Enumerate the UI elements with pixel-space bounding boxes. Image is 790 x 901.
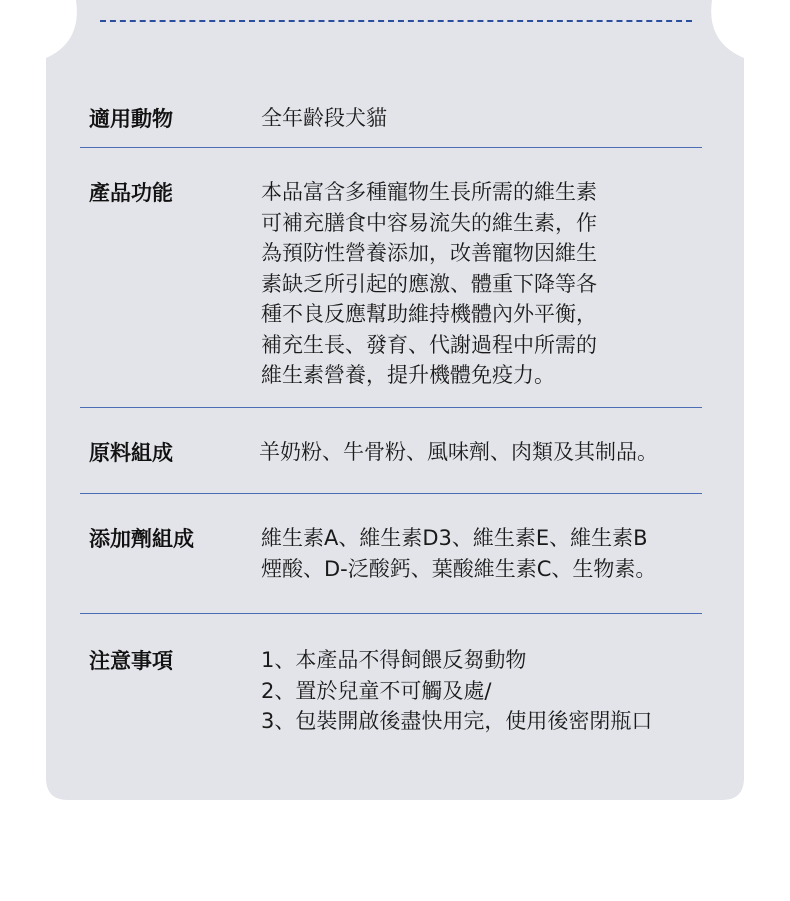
spec-label: 注意事項 (89, 649, 173, 673)
top-dashed-rule (100, 20, 692, 22)
spec-value-line: 煙酸、D-泛酸鈣、葉酸維生素C、生物素。 (261, 556, 657, 581)
spec-value-line: 維生素A、維生素D3、維生素E、維生素B (261, 526, 648, 550)
spec-label: 適用動物 (89, 107, 173, 131)
spec-value-line: 1、本產品不得飼餵反芻動物 (261, 648, 527, 672)
spec-value (259, 437, 658, 468)
spec-value-line: 本品富含多種寵物生長所需的維生素 (261, 180, 597, 204)
spec-value (261, 645, 652, 737)
spec-label: 添加劑組成 (89, 527, 194, 551)
spec-value (261, 177, 597, 391)
spec-value-line: 可補充膳食中容易流失的維生素，作 (261, 210, 597, 235)
spec-label: 產品功能 (89, 181, 173, 205)
row-divider (80, 493, 702, 494)
spec-value-line: 為預防性營養添加，改善寵物因維生 (261, 241, 597, 265)
row-divider (80, 147, 702, 148)
spec-value (261, 103, 387, 134)
spec-value-line: 全年齡段犬貓 (261, 106, 387, 130)
spec-value-line: 3、包裝開啟後盡快用完，使用後密閉瓶口 (261, 709, 653, 733)
spec-value-line: 素缺乏所引起的應激、體重下降等各 (261, 271, 597, 296)
spec-value (261, 523, 656, 584)
spec-value-line: 補充生長、發育、代謝過程中所需的 (261, 332, 597, 357)
spec-value-line: 羊奶粉、牛骨粉、風味劑、肉類及其制品。 (259, 440, 658, 464)
spec-value-line: 種不良反應幫助維持機體內外平衡， (261, 302, 597, 326)
row-divider (80, 613, 702, 614)
spec-value-line: 維生素營養，提升機體免疫力。 (261, 363, 555, 387)
spec-label: 原料組成 (89, 441, 173, 465)
spec-value-line: 2、置於兒童不可觸及處/ (261, 678, 492, 703)
row-divider (80, 407, 702, 408)
